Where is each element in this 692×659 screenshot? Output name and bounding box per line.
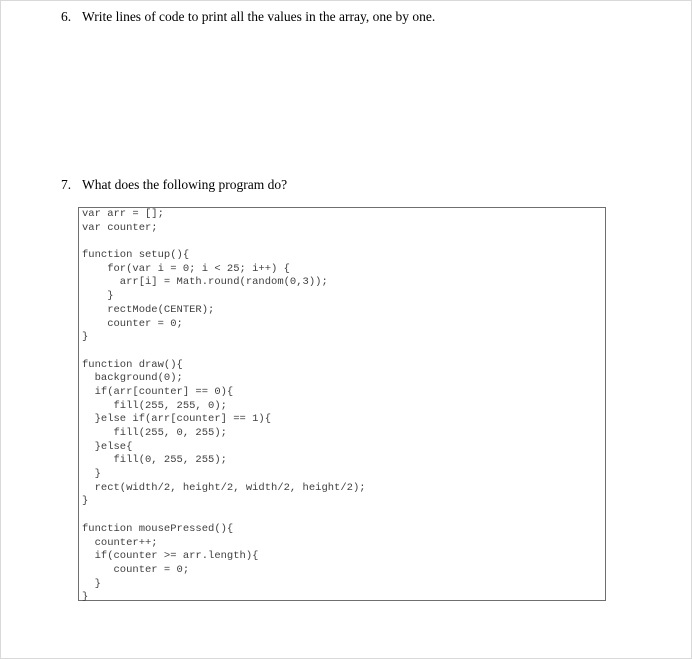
code-line <box>82 509 366 523</box>
question-6 <box>61 9 435 25</box>
code-line: }else{ <box>82 440 133 453</box>
code-line: counter = 0; <box>82 563 190 576</box>
question-text: Write lines of code to print all the values in the array, one by one. <box>82 9 436 24</box>
code-line: counter++; <box>82 536 158 549</box>
code-listing <box>78 207 606 604</box>
question-number: 6. <box>61 9 72 24</box>
code-line <box>82 235 366 249</box>
code-line: } <box>82 591 89 604</box>
code-line: var counter; <box>82 221 158 234</box>
code-line <box>82 345 366 359</box>
question-text: What does the following program do? <box>82 177 288 192</box>
question-7 <box>61 177 287 193</box>
code-line: function setup(){ <box>82 249 190 262</box>
code-line: fill(255, 0, 255); <box>82 427 227 439</box>
code-line: if(counter >= arr.length){ <box>82 550 259 563</box>
code-line: fill(0, 255, 255); <box>82 454 227 467</box>
code-line: arr[i] = Math.round(random(0,3)); <box>82 276 328 289</box>
code-line: counter = 0; <box>82 317 183 330</box>
code-line: } <box>82 290 114 303</box>
code-line: if(arr[counter] == 0){ <box>82 385 234 398</box>
code-line: } <box>82 577 101 590</box>
code-line: fill(255, 255, 0); <box>82 399 227 412</box>
code-line: function mousePressed(){ <box>82 522 234 535</box>
code-lines <box>82 208 366 605</box>
code-line: }else if(arr[counter] == 1){ <box>82 413 272 426</box>
code-line: function draw(){ <box>82 358 183 371</box>
code-line: } <box>82 331 89 344</box>
code-line: background(0); <box>82 372 183 385</box>
code-line: } <box>82 468 101 481</box>
code-line: var arr = []; <box>82 208 164 220</box>
code-line: rectMode(CENTER); <box>82 303 215 316</box>
code-line: } <box>82 495 89 508</box>
question-number: 7. <box>61 177 72 192</box>
code-line: rect(width/2, height/2, width/2, height/2); <box>82 481 366 494</box>
code-line: for(var i = 0; i < 25; i++) { <box>82 262 290 275</box>
